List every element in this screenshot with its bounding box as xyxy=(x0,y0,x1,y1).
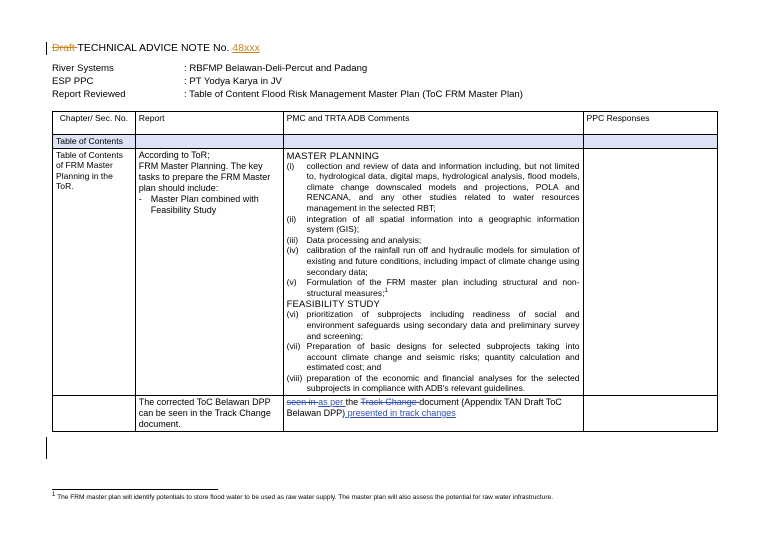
change-bar xyxy=(46,42,47,55)
response-cell xyxy=(583,148,717,395)
bullet-text: Master Plan combined with Feasibility Study xyxy=(150,193,259,215)
comment-text: document (Appendix TAN Draft ToC Belawan DPP) xyxy=(286,397,562,419)
table-row xyxy=(53,396,718,432)
footnote xyxy=(52,493,553,502)
item-text: Preparation of basic designs for selected subprojects taking into account climate change and seismic risks; quantity calculation and estimated cost; and xyxy=(306,341,580,373)
section-row xyxy=(53,135,718,149)
item-text: collection and review of data and information including, but not limited to, hydrological data, digital maps, hydrological analysis, flood models, climate change downscaled models and projections, POLA and RENCANA, and any other studies related to water resources management in the selected RBT; xyxy=(306,160,580,213)
note-title xyxy=(52,42,260,55)
list-item xyxy=(287,245,580,277)
note-number: 48xxx xyxy=(232,42,260,54)
section-cell xyxy=(135,135,283,149)
list-item xyxy=(287,373,580,394)
footnote-mark: 1 xyxy=(52,491,56,498)
meta-row xyxy=(52,62,523,75)
item-text: Data processing and analysis; xyxy=(306,234,422,245)
inserted-text: presented in track changes xyxy=(345,408,456,419)
chapter-cell: Table of Contents of FRM Master Planning in the ToR. xyxy=(53,148,136,395)
meta-value: : PT Yodya Karya in JV xyxy=(184,76,282,87)
comment-text: the xyxy=(345,397,361,408)
master-planning-heading: MASTER PLANNING xyxy=(286,149,380,161)
item-text-with-footnote xyxy=(307,277,580,298)
change-bar xyxy=(46,437,47,459)
deleted-text: seen in xyxy=(286,397,319,408)
item-number: (vi) xyxy=(286,309,299,320)
item-text: prioritization of subprojects including readiness of social and environment safeguards using secondary data and preliminary survey and screening; xyxy=(306,309,580,341)
list-item xyxy=(287,341,580,373)
master-planning-list xyxy=(287,161,580,299)
item-number: (v) xyxy=(286,277,297,288)
item-number: (iii) xyxy=(286,234,299,245)
inserted-text: as per xyxy=(318,397,346,408)
meta-label: ESP PPC xyxy=(52,76,94,87)
feasibility-study-list xyxy=(287,309,580,394)
section-cell xyxy=(583,135,717,149)
list-item xyxy=(287,161,580,214)
bullet-dash: - xyxy=(138,193,142,204)
response-cell xyxy=(583,396,717,432)
item-number: (iv) xyxy=(286,245,299,256)
meta-value: : Table of Content Flood Risk Management Master Plan (ToC FRM Master Plan) xyxy=(184,89,523,100)
report-cell: The corrected ToC Belawan DPP can be seen in the Track Change document. xyxy=(135,396,283,432)
feasibility-study-heading: FEASIBILITY STUDY xyxy=(286,298,380,310)
footnote-reference[interactable]: 1 xyxy=(384,287,388,294)
item-number: (viii) xyxy=(286,372,303,383)
footnote-separator xyxy=(52,489,218,490)
deleted-text: Track Change xyxy=(360,397,420,408)
comments-cell xyxy=(283,148,583,395)
list-item xyxy=(287,277,580,298)
list-item xyxy=(287,309,580,341)
item-text: integration of all spatial information into a geographic information system (GIS); xyxy=(306,213,580,235)
review-table xyxy=(52,111,718,432)
header-chapter: Chapter/ Sec. No. xyxy=(53,112,136,135)
section-label: Table of Contents xyxy=(53,135,136,149)
report-meta xyxy=(52,62,523,101)
list-item xyxy=(287,235,580,246)
item-text: preparation of the economic and financial analyses for the selected subprojects in compliance with ADB's relevant guidelines. xyxy=(306,372,580,394)
header-responses: PPC Responses xyxy=(583,112,717,135)
meta-label: River Systems xyxy=(52,63,114,74)
table-header-row xyxy=(53,112,718,135)
deleted-word: Draft xyxy=(52,42,78,54)
item-number: (i) xyxy=(286,160,295,171)
table-row xyxy=(53,148,718,395)
title-text: TECHNICAL ADVICE NOTE No. xyxy=(77,42,233,54)
meta-label: Report Reviewed xyxy=(52,89,126,100)
header-comments: PMC and TRTA ADB Comments xyxy=(283,112,583,135)
meta-row xyxy=(52,75,523,88)
section-cell xyxy=(283,135,583,149)
report-cell xyxy=(135,148,283,395)
meta-value: : RBFMP Belawan-Deli-Percut and Padang xyxy=(184,63,368,74)
item-text: calibration of the rainfall run off and hydraulic models for simulation of existing and future conditions, including impact of climate change using secondary data; xyxy=(306,245,580,277)
report-intro: According to ToR; xyxy=(138,149,210,160)
footnote-text: The FRM master plan will identify potentials to store flood water to be used as raw water supply. The master plan will also assess the potential for raw water infrastructure. xyxy=(57,494,554,501)
report-bullet xyxy=(139,194,280,216)
item-number: (ii) xyxy=(286,213,297,224)
header-report: Report xyxy=(135,112,283,135)
list-item xyxy=(287,214,580,235)
comments-cell xyxy=(283,396,583,432)
meta-row xyxy=(52,88,523,101)
item-number: (vii) xyxy=(286,341,301,352)
item-text: Formulation of the FRM master plan including structural and non-structural measures; xyxy=(306,277,580,298)
report-body: FRM Master Planning. The key tasks to prepare the FRM Master plan should include: xyxy=(138,160,271,193)
chapter-cell xyxy=(53,396,136,432)
